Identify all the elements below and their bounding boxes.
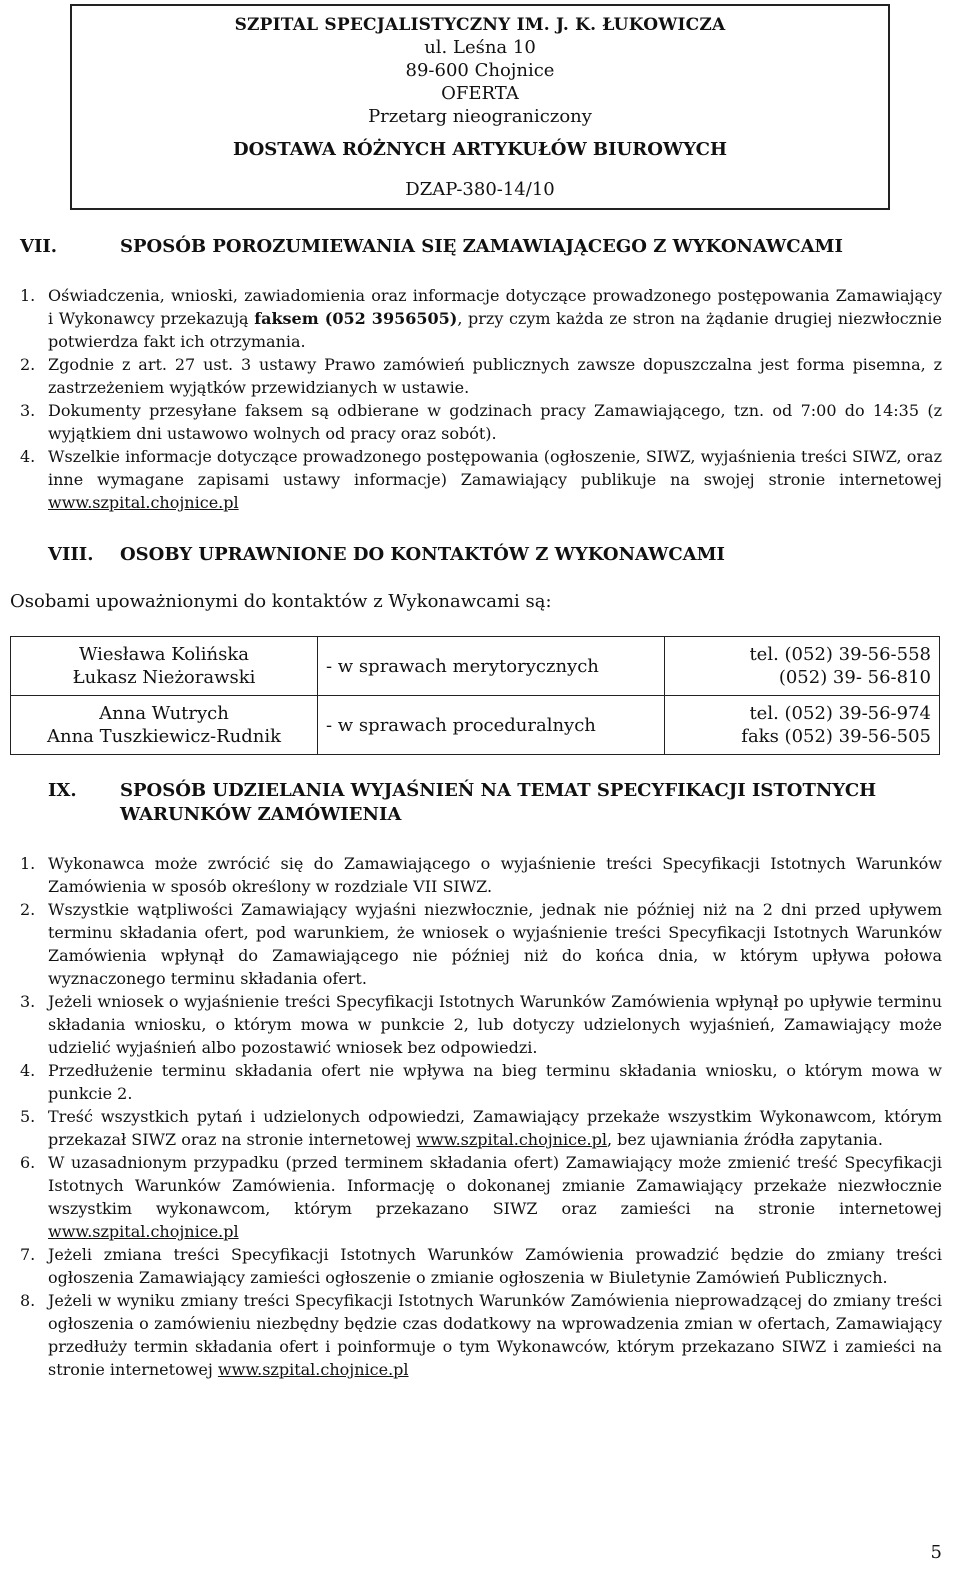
- section-9-number: IX.: [48, 780, 77, 801]
- contacts-intro: Osobami upoważnionymi do kontaktów z Wykonawcami są:: [10, 591, 552, 612]
- section-7-title: SPOSÓB POROZUMIEWANIA SIĘ ZAMAWIAJĄCEGO Z WYKONAWCAMI: [120, 236, 843, 257]
- reference-number: DZAP-380-14/10: [405, 179, 555, 200]
- contact-scope: - w sprawach merytorycznych: [318, 637, 665, 696]
- list-item: 3. Dokumenty przesyłane faksem są odbierane w godzinach pracy Zamawiającego, tzn. od 7:00 do 14:35 (z wyjątkiem dni ustawowo wolnych od pracy oraz sobót).: [20, 401, 942, 443]
- list-item: 1. Wykonawca może zwrócić się do Zamawiającego o wyjaśnienie treści Specyfikacji Istotnych Warunków Zamówienia w sposób określony w rozdziale VII SIWZ.: [20, 854, 942, 896]
- website-link[interactable]: www.szpital.chojnice.pl: [48, 493, 239, 512]
- contact-names: Anna Wutrych Anna Tuszkiewicz-Rudnik: [11, 696, 318, 755]
- contact-phones: tel. (052) 39-56-974 faks (052) 39-56-505: [665, 696, 940, 755]
- document-header: [70, 4, 890, 210]
- list-item: 6. W uzasadnionym przypadku (przed terminem składania ofert) Zamawiający może zmienić treść Specyfikacji Istotnych Warunków Zamówienia. Informację o dokonanej zmianie Zamawiający przekaże niezwłocznie wszystkim wykonawcom, którym przekazano SIWZ oraz zamieści na stronie internetowej www.szpital.chojnice.pl: [20, 1153, 942, 1241]
- page-number: 5: [930, 1542, 942, 1563]
- section-9-list: [20, 852, 942, 1381]
- list-item: 7. Jeżeli zmiana treści Specyfikacji Istotnych Warunków Zamówienia prowadzić będzie do zmiany treści ogłoszenia Zamawiający zamieści ogłoszenie o zmianie ogłoszenia w Biuletynie Zamówień Publicznych.: [20, 1245, 942, 1287]
- list-item: 1. Oświadczenia, wnioski, zawiadomienia oraz informacje dotyczące prowadzonego postępowania Zamawiający i Wykonawcy przekazują faksem (052 3956505), przy czym każda ze stron na żądanie drugiej niezwłocznie potwierdza fakt ich otrzymania.: [20, 286, 942, 351]
- section-9-heading: [48, 780, 948, 828]
- table-row: [11, 637, 940, 696]
- section-8-title: OSOBY UPRAWNIONE DO KONTAKTÓW Z WYKONAWCAMI: [120, 544, 725, 565]
- tender-type: Przetarg nieograniczony: [368, 106, 592, 127]
- list-item: 3. Jeżeli wniosek o wyjaśnienie treści Specyfikacji Istotnych Warunków Zamówienia wpłynął po upływie terminu składania wniosku, o którym mowa w punkcie 2, lub dotyczy udzielonych wyjaśnień, Zamawiający może udzielić wyjaśnień albo pozostawić wniosek bez odpowiedzi.: [20, 992, 942, 1057]
- website-link[interactable]: www.szpital.chojnice.pl: [416, 1130, 607, 1149]
- contacts-table: [10, 636, 940, 755]
- contact-names: Wiesława Kolińska Łukasz Nieżorawski: [11, 637, 318, 696]
- list-item: 8. Jeżeli w wyniku zmiany treści Specyfikacji Istotnych Warunków Zamówienia nieprowadzącej do zmiany treści ogłoszenia o zamówieniu niezbędny będzie czas dodatkowy na wprowadzenia zmian w ofertach, Zamawiający przedłuży termin składania ofert i poinformuje o tym Wykonawców, którym przekazano SIWZ i zamieści na stronie internetowej www.szpital.chojnice.pl: [20, 1291, 942, 1379]
- list-item: 5. Treść wszystkich pytań i udzielonych odpowiedzi, Zamawiający przekaże wszystkim Wykonawcom, którym przekazał SIWZ oraz na stronie internetowej www.szpital.chojnice.pl, bez ujawniania źródła zapytania.: [20, 1107, 942, 1149]
- section-8-number: VIII.: [48, 544, 94, 565]
- section-9-title-line-1: SPOSÓB UDZIELANIA WYJAŚNIEŃ NA TEMAT SPECYFIKACJI ISTOTNYCH: [120, 780, 877, 801]
- street-address: ul. Leśna 10: [424, 37, 536, 58]
- list-item: 4. Wszelkie informacje dotyczące prowadzonego postępowania (ogłoszenie, SIWZ, wyjaśnienia treści SIWZ, oraz inne wymagane zapisami ustawy informacje) Zamawiający publikuje na swojej stronie internetowej www.szpital.chojnice.pl: [20, 447, 942, 512]
- section-7-list: [20, 284, 942, 514]
- list-item: 2. Wszystkie wątpliwości Zamawiający wyjaśni niezwłocznie, jednak nie później niż na 2 dni przed upływem terminu składania ofert, pod warunkiem, że wniosek o wyjaśnienie treści Specyfikacji Istotnych Warunków Zamówienia wpłynął do Zamawiającego nie później niż do końca dnia, w którym upływa połowa wyznaczonego terminu składania ofert.: [20, 900, 942, 988]
- section-9-title-line-2: WARUNKÓW ZAMÓWIENIA: [120, 804, 402, 825]
- contact-phones: tel. (052) 39-56-558 (052) 39- 56-810: [665, 637, 940, 696]
- hospital-name: SZPITAL SPECJALISTYCZNY IM. J. K. ŁUKOWICZA: [234, 15, 726, 35]
- tender-subject: DOSTAWA RÓŻNYCH ARTYKUŁÓW BIUROWYCH: [233, 139, 727, 160]
- offer-label: OFERTA: [441, 83, 519, 104]
- website-link[interactable]: www.szpital.chojnice.pl: [48, 1222, 239, 1241]
- fax-number: faksem (052 3956505): [254, 309, 458, 328]
- website-link[interactable]: www.szpital.chojnice.pl: [217, 1360, 409, 1379]
- list-item: 2. Zgodnie z art. 27 ust. 3 ustawy Prawo zamówień publicznych zawsze dopuszczalna jest forma pisemna, z zastrzeżeniem wyjątków przewidzianych w ustawie.: [20, 355, 942, 397]
- section-7-number: VII.: [20, 236, 58, 257]
- table-row: [11, 696, 940, 755]
- list-item: 4. Przedłużenie terminu składania ofert nie wpływa na bieg terminu składania wniosku, o którym mowa w punkcie 2.: [20, 1061, 942, 1103]
- city-address: 89-600 Chojnice: [405, 60, 555, 81]
- contact-scope: - w sprawach proceduralnych: [318, 696, 665, 755]
